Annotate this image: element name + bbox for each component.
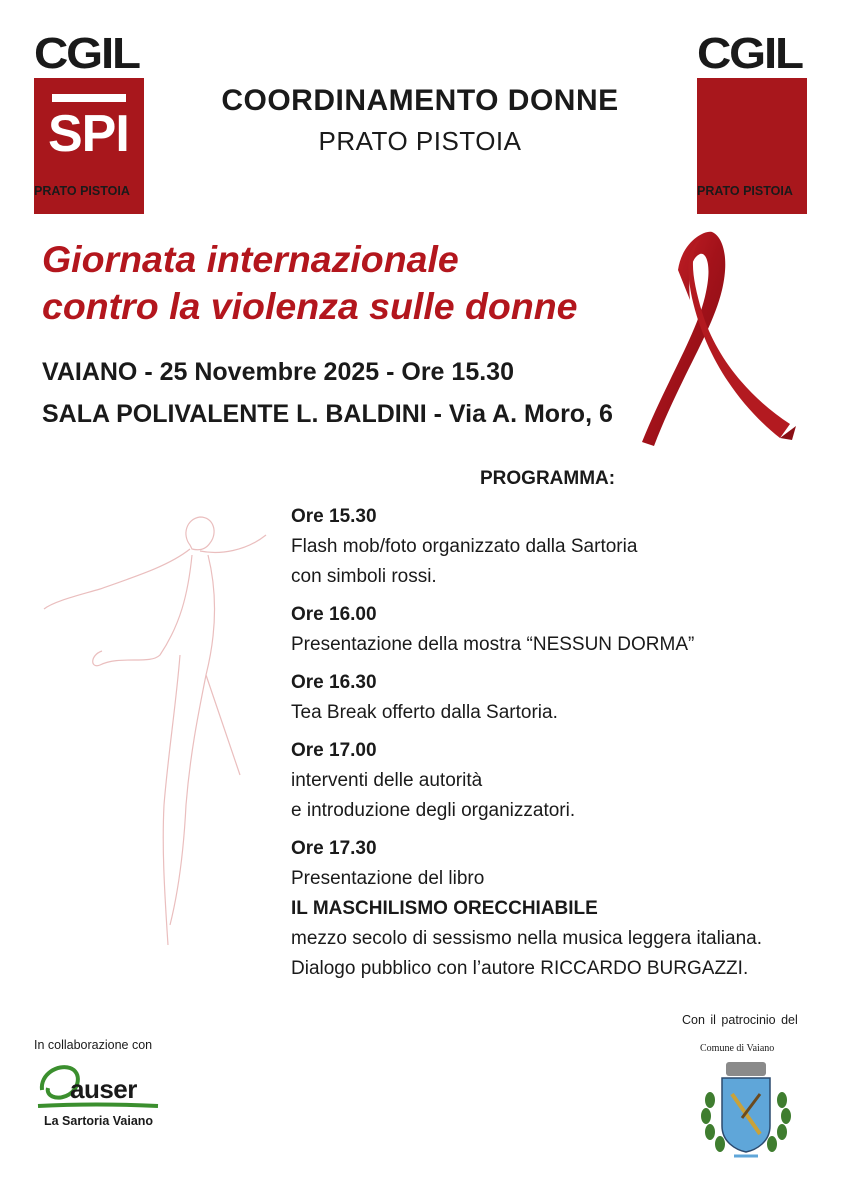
program-text: IL MASCHILISMO ORECCHIABILE <box>291 898 598 919</box>
program-time: Ore 17.00 <box>291 740 377 761</box>
event-date-line: VAIANO - 25 Novembre 2025 - Ore 15.30 <box>42 358 514 386</box>
page-title: COORDINAMENTO DONNE <box>221 84 619 117</box>
logo-brand-text: CGIL <box>697 29 802 78</box>
program-text: Dialogo pubblico con l’autore RICCARDO BURGAZZI. <box>291 958 749 979</box>
program-time: Ore 17.30 <box>291 838 377 859</box>
program-text: interventi delle autorità <box>291 770 483 791</box>
program-text: Presentazione del libro <box>291 868 485 889</box>
program-time: Ore 16.30 <box>291 672 377 693</box>
program-time: Ore 15.30 <box>291 506 377 527</box>
cgil-logo <box>697 29 809 192</box>
collab-label: In collaborazione con <box>34 1038 153 1052</box>
program-item <box>291 600 831 660</box>
comune-crest-icon <box>696 1060 796 1160</box>
program-text: e introduzione degli organizzatori. <box>291 800 576 821</box>
red-ribbon-icon <box>630 228 805 458</box>
headline-line-2: contro la violenza sulle donne <box>42 285 578 327</box>
program-item <box>291 834 831 984</box>
logo-city-left: PRATO PISTOIA <box>34 184 130 198</box>
program-heading: PROGRAMMA: <box>480 468 616 489</box>
page-subtitle: PRATO PISTOIA <box>318 126 522 156</box>
program-text: Tea Break offerto dalla Sartoria. <box>291 702 558 723</box>
event-venue-line: SALA POLIVALENTE L. BALDINI - Via A. Moro, 6 <box>42 400 613 428</box>
program-item <box>291 736 831 826</box>
cgil-spi-logo <box>34 29 146 202</box>
logo-white-bar <box>52 94 126 102</box>
comune-label: Comune di Vaiano <box>700 1043 775 1054</box>
logo-city-right: PRATO PISTOIA <box>697 184 793 198</box>
headline-line-1: Giornata internazionale <box>42 238 459 280</box>
logo-sub-text: SPI <box>48 105 129 163</box>
auser-name: auser <box>70 1074 137 1104</box>
program-time: Ore 16.00 <box>291 604 377 625</box>
auser-subtitle: La Sartoria Vaiano <box>44 1114 154 1128</box>
program-text: mezzo secolo di sessismo nella musica leggera italiana. <box>291 928 763 949</box>
program-text: con simboli rossi. <box>291 566 437 587</box>
dancer-watermark <box>40 505 270 965</box>
program-text: Presentazione della mostra “NESSUN DORMA” <box>291 634 695 655</box>
program-list <box>291 502 831 992</box>
program-item <box>291 502 831 592</box>
event-headline <box>42 236 578 330</box>
patron-label: Con il patrocinio del <box>682 1013 798 1027</box>
program-text: Flash mob/foto organizzato dalla Sartoria <box>291 536 638 557</box>
logo-brand-text: CGIL <box>34 29 139 78</box>
program-item <box>291 668 831 728</box>
